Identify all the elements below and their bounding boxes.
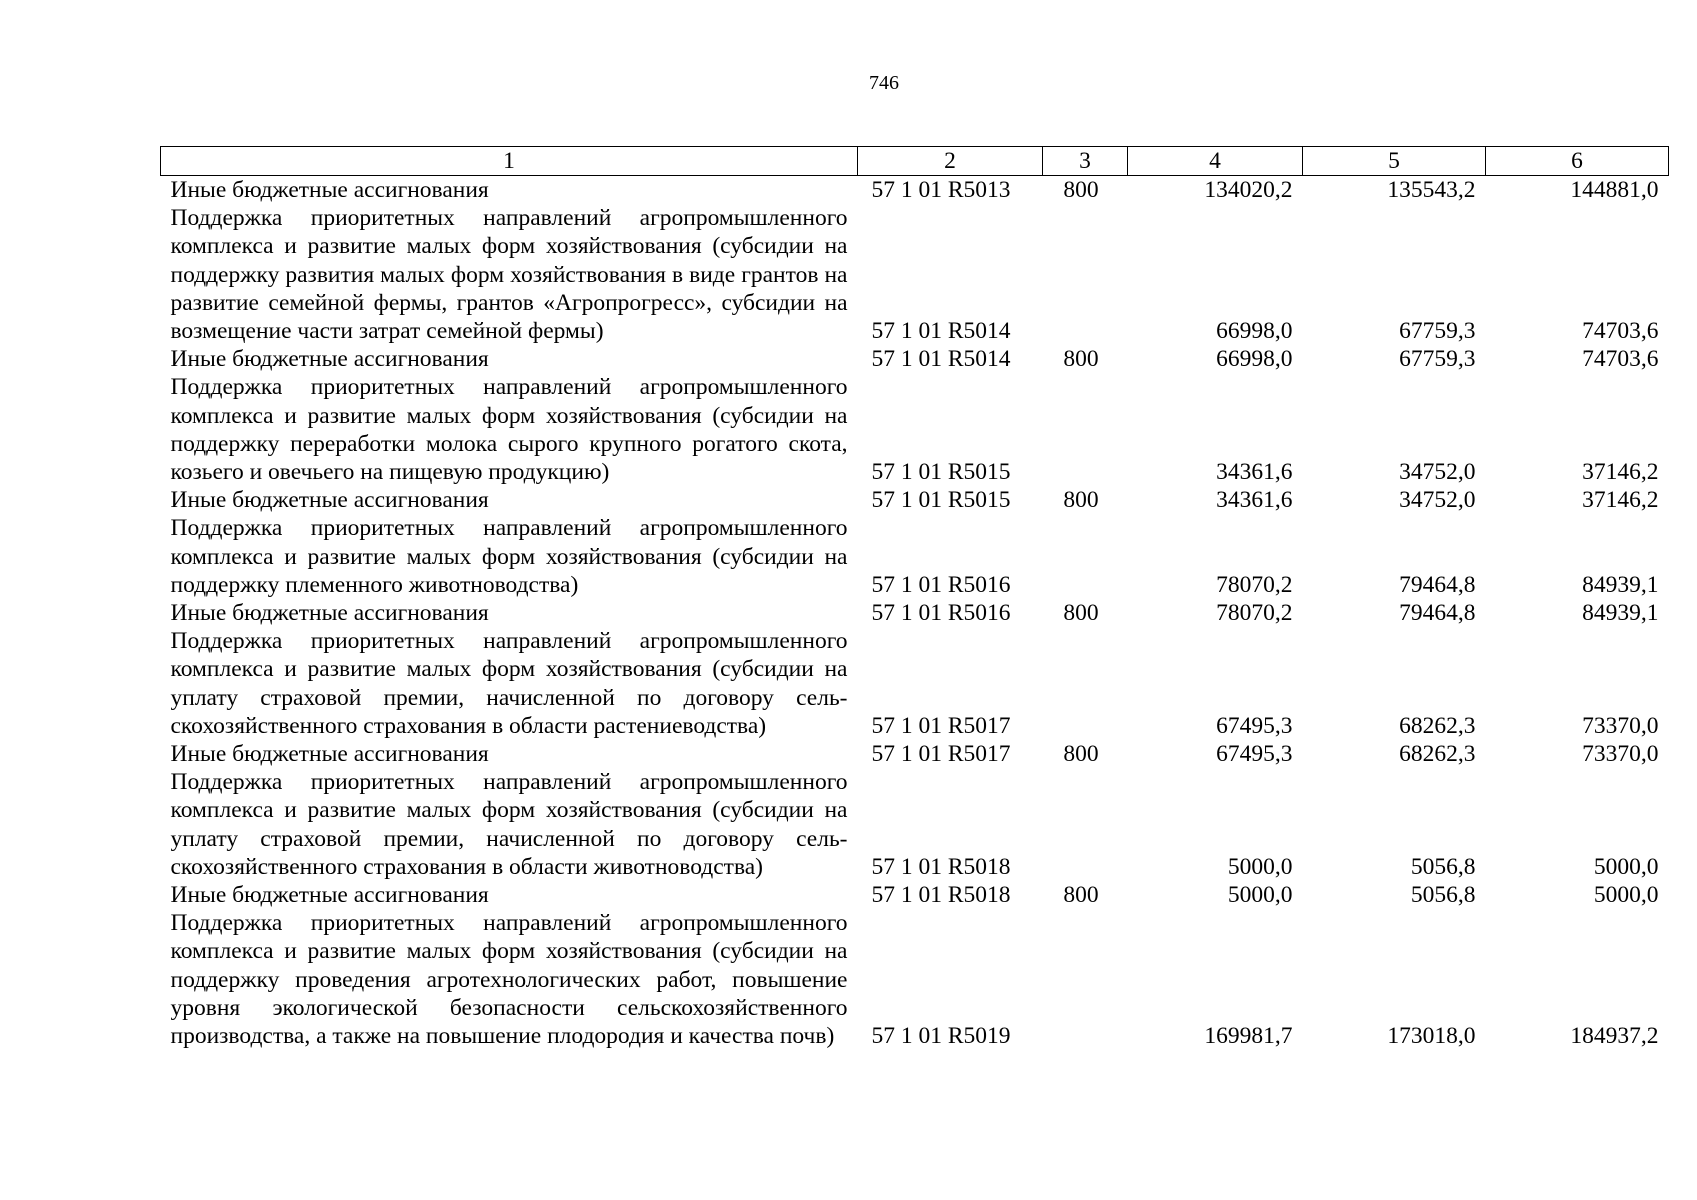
budget-table bbox=[160, 146, 1669, 1050]
row-code: 57 1 01 R5017 bbox=[871, 712, 1011, 739]
row-code: 57 1 01 R5014 bbox=[871, 318, 1011, 345]
row-value-5: 67759,3 bbox=[1399, 346, 1476, 373]
row-value-5: 34752,0 bbox=[1399, 459, 1476, 486]
column-header: 3 bbox=[1043, 147, 1128, 176]
table-row bbox=[161, 909, 1669, 1050]
row-value-4: 5000,0 bbox=[1227, 853, 1293, 880]
row-value-6: 73370,0 bbox=[1582, 712, 1659, 739]
table-row bbox=[161, 345, 1669, 373]
row-name: Иные бюджетные ассигнования bbox=[170, 882, 489, 909]
row-value-6: 144881,0 bbox=[1570, 177, 1659, 203]
page-number: 746 bbox=[869, 72, 899, 94]
column-header: 5 bbox=[1303, 147, 1486, 176]
row-value-6: 74703,6 bbox=[1582, 318, 1659, 345]
row-code: 57 1 01 R5018 bbox=[871, 853, 1011, 880]
row-value-4: 34361,6 bbox=[1216, 459, 1293, 486]
row-value-4: 66998,0 bbox=[1216, 346, 1293, 373]
row-expense-type bbox=[1043, 909, 1128, 1050]
table-row bbox=[161, 740, 1669, 768]
row-value-6: 84939,1 bbox=[1582, 600, 1659, 627]
row-value-5: 79464,8 bbox=[1399, 600, 1476, 627]
table-row bbox=[161, 514, 1669, 599]
row-expense-type bbox=[1043, 373, 1128, 486]
row-name: Поддержка приоритетных направлений агропромышленного комплекса и развитие малых форм хозяйствования (субсидии на поддержку племенного животноводства) bbox=[170, 515, 848, 598]
row-value-5: 135543,2 bbox=[1387, 177, 1476, 203]
row-expense-type: 800 bbox=[1063, 741, 1099, 768]
row-expense-type: 800 bbox=[1063, 882, 1099, 909]
row-name: Иные бюджетные ассигнования bbox=[170, 487, 489, 514]
table-row bbox=[161, 486, 1669, 514]
row-value-4: 34361,6 bbox=[1216, 487, 1293, 514]
table-row bbox=[161, 768, 1669, 881]
row-value-6: 37146,2 bbox=[1582, 487, 1659, 514]
row-value-6: 5000,0 bbox=[1593, 853, 1659, 880]
column-header: 4 bbox=[1128, 147, 1303, 176]
row-name: Поддержка приоритетных направлений агропромышленного комплекса и развитие малых форм хозяйствования (субсидии на поддержку проведения агротехнологических работ, повышение уровня экологической безопасности сельскохозяйственного производства, а также на повышение плодородия и качества почв) bbox=[170, 910, 848, 1050]
row-code: 57 1 01 R5018 bbox=[871, 882, 1011, 909]
row-value-5: 5056,8 bbox=[1410, 882, 1476, 909]
row-expense-type bbox=[1043, 204, 1128, 345]
row-value-4: 67495,3 bbox=[1216, 712, 1293, 739]
row-value-6: 184937,2 bbox=[1570, 1023, 1659, 1050]
column-header: 2 bbox=[858, 147, 1043, 176]
row-name: Поддержка приоритетных направлений агропромышленного комплекса и развитие малых форм хозяйствования (субсидии на поддержку развития малых форм хозяйствования в виде грантов на развитие семейной фермы, грантов «Агропрогресс», субсидии на возмещение части затрат семейной фермы) bbox=[170, 205, 848, 345]
row-expense-type: 800 bbox=[1063, 346, 1099, 373]
row-code: 57 1 01 R5016 bbox=[871, 571, 1011, 598]
row-value-5: 67759,3 bbox=[1399, 318, 1476, 345]
row-value-5: 68262,3 bbox=[1399, 741, 1476, 768]
row-value-4: 5000,0 bbox=[1227, 882, 1293, 909]
column-header: 6 bbox=[1486, 147, 1669, 176]
row-name: Иные бюджетные ассигнования bbox=[170, 346, 489, 373]
row-value-4: 78070,2 bbox=[1216, 600, 1293, 627]
row-code: 57 1 01 R5017 bbox=[871, 741, 1011, 768]
row-expense-type bbox=[1043, 514, 1128, 599]
row-value-4: 66998,0 bbox=[1216, 318, 1293, 345]
row-name: Поддержка приоритетных направлений агропромышленного комплекса и развитие малых форм хозяйствования (субсидии на поддержку переработки молока сырого крупного рогатого скота, козьего и овечьего на пищевую продукцию) bbox=[170, 374, 848, 486]
row-code: 57 1 01 R5019 bbox=[871, 1023, 1011, 1050]
row-value-5: 79464,8 bbox=[1399, 571, 1476, 598]
column-header: 1 bbox=[161, 147, 858, 176]
table-row bbox=[161, 176, 1669, 205]
table-row bbox=[161, 627, 1669, 740]
row-value-5: 173018,0 bbox=[1387, 1023, 1476, 1050]
row-code: 57 1 01 R5013 bbox=[871, 177, 1011, 203]
row-name: Иные бюджетные ассигнования bbox=[170, 741, 489, 768]
row-value-4: 78070,2 bbox=[1216, 571, 1293, 598]
row-expense-type bbox=[1043, 627, 1128, 740]
table-row bbox=[161, 599, 1669, 627]
row-code: 57 1 01 R5015 bbox=[871, 459, 1011, 486]
row-name: Иные бюджетные ассигнования bbox=[170, 600, 489, 627]
row-value-5: 68262,3 bbox=[1399, 712, 1476, 739]
row-value-6: 5000,0 bbox=[1593, 882, 1659, 909]
row-value-6: 74703,6 bbox=[1582, 346, 1659, 373]
row-expense-type bbox=[1043, 768, 1128, 881]
table-row bbox=[161, 204, 1669, 345]
row-expense-type: 800 bbox=[1063, 600, 1099, 627]
row-value-5: 5056,8 bbox=[1410, 853, 1476, 880]
row-code: 57 1 01 R5015 bbox=[871, 487, 1011, 514]
row-name: Иные бюджетные ассигнования bbox=[170, 177, 489, 203]
table-row bbox=[161, 881, 1669, 909]
row-value-6: 73370,0 bbox=[1582, 741, 1659, 768]
row-name: Поддержка приоритетных направлений агропромышленного комплекса и развитие малых форм хозяйствования (субсидии на уплату страховой премии, начисленной по договору сельскохозяйственного страхования в области животноводства) bbox=[170, 769, 848, 880]
row-value-4: 169981,7 bbox=[1204, 1023, 1293, 1050]
table-row bbox=[161, 373, 1669, 486]
row-expense-type: 800 bbox=[1063, 177, 1099, 203]
row-value-6: 84939,1 bbox=[1582, 571, 1659, 598]
row-code: 57 1 01 R5014 bbox=[871, 346, 1011, 373]
row-value-4: 134020,2 bbox=[1204, 177, 1293, 203]
row-value-6: 37146,2 bbox=[1582, 459, 1659, 486]
row-value-5: 34752,0 bbox=[1399, 487, 1476, 514]
row-expense-type: 800 bbox=[1063, 487, 1099, 514]
table-header-row bbox=[161, 147, 1669, 176]
row-code: 57 1 01 R5016 bbox=[871, 600, 1011, 627]
row-value-4: 67495,3 bbox=[1216, 741, 1293, 768]
row-name: Поддержка приоритетных направлений агропромышленного комплекса и развитие малых форм хозяйствования (субсидии на уплату страховой премии, начисленной по договору сельскохозяйственного страхования в области растениеводства) bbox=[170, 628, 848, 739]
